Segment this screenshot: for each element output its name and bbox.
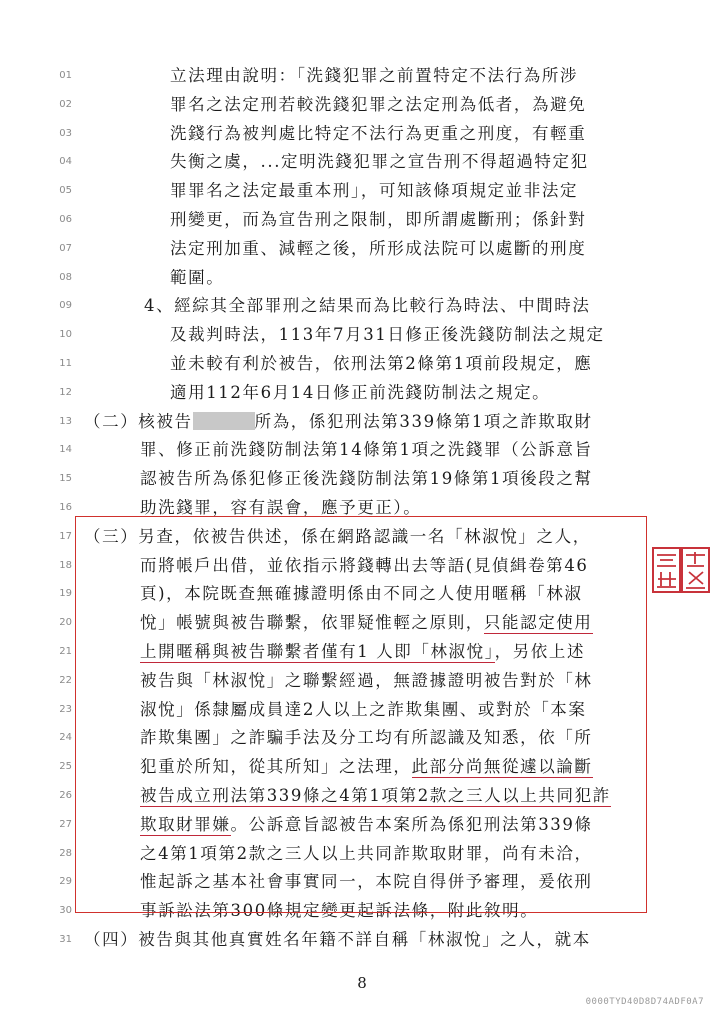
text-line-04: 失衡之虞，...定明洗錢犯罪之宣告刑不得超過特定犯 bbox=[170, 152, 589, 172]
underlined-phrase-5: 欺取財罪嫌 bbox=[140, 814, 231, 834]
section-two-head: （二）核被告 bbox=[84, 411, 193, 431]
text-line-17: （三）另查，依被告供述，係在網路認識一名「林淑悅」之人， bbox=[84, 526, 591, 546]
line-number: 07 bbox=[59, 242, 72, 254]
line-number: 04 bbox=[59, 156, 72, 168]
text-line-18: 而將帳戶出借，並依指示將錢轉出去等語(見偵緝卷第46 bbox=[140, 555, 589, 575]
line-number: 28 bbox=[59, 847, 72, 859]
page-number: 8 bbox=[357, 974, 367, 992]
redacted-name-block bbox=[193, 412, 255, 430]
line-number: 03 bbox=[59, 127, 72, 139]
text-line-22: 被告與「林淑悅」之聯繫經過，無證據證明被告對於「林 bbox=[140, 670, 593, 690]
line-number: 06 bbox=[59, 214, 72, 225]
line-number: 16 bbox=[59, 502, 72, 513]
line-number: 24 bbox=[59, 732, 72, 744]
text-line-11: 並未較有利於被告，依刑法第2條第1項前段規定，應 bbox=[170, 354, 593, 373]
text-line-29: 惟起訴之基本社會事實同一，本院自得併予審理，爰依刑 bbox=[140, 872, 593, 892]
line-number: 25 bbox=[59, 761, 72, 773]
text-line-02: 罪名之法定刑若較洗錢犯罪之法定刑為低者，為避免 bbox=[170, 94, 587, 114]
line-number: 18 bbox=[59, 559, 72, 571]
line-number: 22 bbox=[59, 674, 72, 686]
line-number: 13 bbox=[59, 415, 72, 427]
line-number: 26 bbox=[59, 790, 72, 801]
underlined-phrase-1: 只能認定使用 bbox=[483, 613, 593, 633]
text-line-31: （四）被告與其他真實姓名年籍不詳自稱「林淑悅」之人，就本 bbox=[84, 930, 591, 949]
seal-stamp-icon bbox=[652, 546, 710, 596]
section-two-rest: 所為，係犯刑法第339條第1項之詐欺取財 bbox=[254, 411, 593, 431]
line-number: 21 bbox=[59, 646, 72, 657]
line-number: 17 bbox=[59, 530, 72, 542]
line-number: 05 bbox=[59, 185, 72, 197]
line-21-text: ，另依上述 bbox=[494, 642, 586, 661]
line-number: 20 bbox=[59, 617, 72, 629]
text-line-15: 認被告所為係犯修正後洗錢防制法第19條第1項後段之幫 bbox=[140, 469, 593, 489]
line-25-text: 犯重於所知，從其所知」之法理， bbox=[140, 757, 412, 777]
text-line-01: 立法理由說明：「洗錢犯罪之前置特定不法行為所涉 bbox=[170, 66, 579, 85]
line-number: 14 bbox=[59, 444, 72, 456]
line-20-text: 悅」帳號與被告聯繫，依罪疑惟輕之原則， bbox=[140, 613, 484, 633]
text-line-23: 淑悅」係隸屬成員達2人以上之詐欺集團、或對於「本案 bbox=[140, 699, 587, 719]
line-number: 19 bbox=[59, 588, 72, 600]
text-line-28: 之4第1項第2款之三人以上共同詐欺取財罪，尚有未洽， bbox=[140, 843, 593, 863]
text-line-08: 範圍。 bbox=[170, 267, 225, 287]
line-number: 10 bbox=[59, 329, 72, 341]
text-line-19: 頁)，本院既查無確據證明係由不同之人使用暱稱「林淑 bbox=[140, 584, 583, 604]
text-line-10: 及裁判時法，113年7月31日修正後洗錢防制法之規定 bbox=[170, 325, 605, 345]
text-line-12: 適用112年6月14日修正前洗錢防制法之規定。 bbox=[170, 382, 551, 402]
line-number: 01 bbox=[59, 70, 72, 81]
line-number: 11 bbox=[59, 358, 72, 369]
red-annotation-box bbox=[75, 516, 647, 913]
text-line-03: 洗錢行為被判處比特定不法行為更重之刑度，有輕重 bbox=[170, 123, 587, 143]
line-number: 30 bbox=[59, 905, 72, 917]
text-line-09: 4、經綜其全部罪刑之結果而為比較行為時法、中間時法 bbox=[144, 296, 591, 316]
underlined-phrase-4: 被告成立刑法第339條之4第1項第2款之三人以上共同犯詐 bbox=[140, 786, 611, 805]
line-number: 29 bbox=[59, 876, 72, 888]
line-number: 23 bbox=[59, 703, 72, 715]
line-number: 31 bbox=[59, 934, 72, 945]
line-number: 02 bbox=[59, 98, 72, 110]
line-number: 12 bbox=[59, 386, 72, 398]
line-27-text: 。公訴意旨認被告本案所為係犯刑法第339條 bbox=[230, 814, 593, 834]
line-number: 08 bbox=[59, 271, 72, 283]
text-line-07: 法定刑加重、減輕之後，所形成法院可以處斷的刑度 bbox=[170, 238, 587, 258]
underlined-phrase-3: 此部分尚無從遽以論斷 bbox=[411, 757, 593, 777]
text-line-05: 罪罪名之法定最重本刑」，可知該條項規定並非法定 bbox=[170, 181, 579, 201]
underlined-phrase-2: 上開暱稱與被告聯繫者僅有1 人即「林淑悅」 bbox=[140, 642, 495, 661]
line-number: 27 bbox=[59, 818, 72, 830]
text-line-16: 助洗錢罪，容有誤會，應予更正）。 bbox=[140, 498, 422, 517]
text-line-14: 罪、修正前洗錢防制法第14條第1項之洗錢罪（公訴意旨 bbox=[140, 440, 593, 460]
text-line-13 bbox=[84, 412, 593, 432]
line-number: 09 bbox=[59, 300, 72, 312]
document-id: 0000TYD40D8D74ADF0A7 bbox=[585, 997, 704, 1007]
line-number: 15 bbox=[59, 473, 72, 485]
text-line-30: 事訴訟法第300條規定變更起訴法條，附此敘明。 bbox=[140, 901, 539, 921]
text-line-06: 刑變更，而為宣告刑之限制，即所謂處斷刑；係針對 bbox=[170, 210, 587, 229]
text-line-24: 詐欺集團」之詐騙手法及分工均有所認識及知悉，依「所 bbox=[140, 728, 593, 748]
